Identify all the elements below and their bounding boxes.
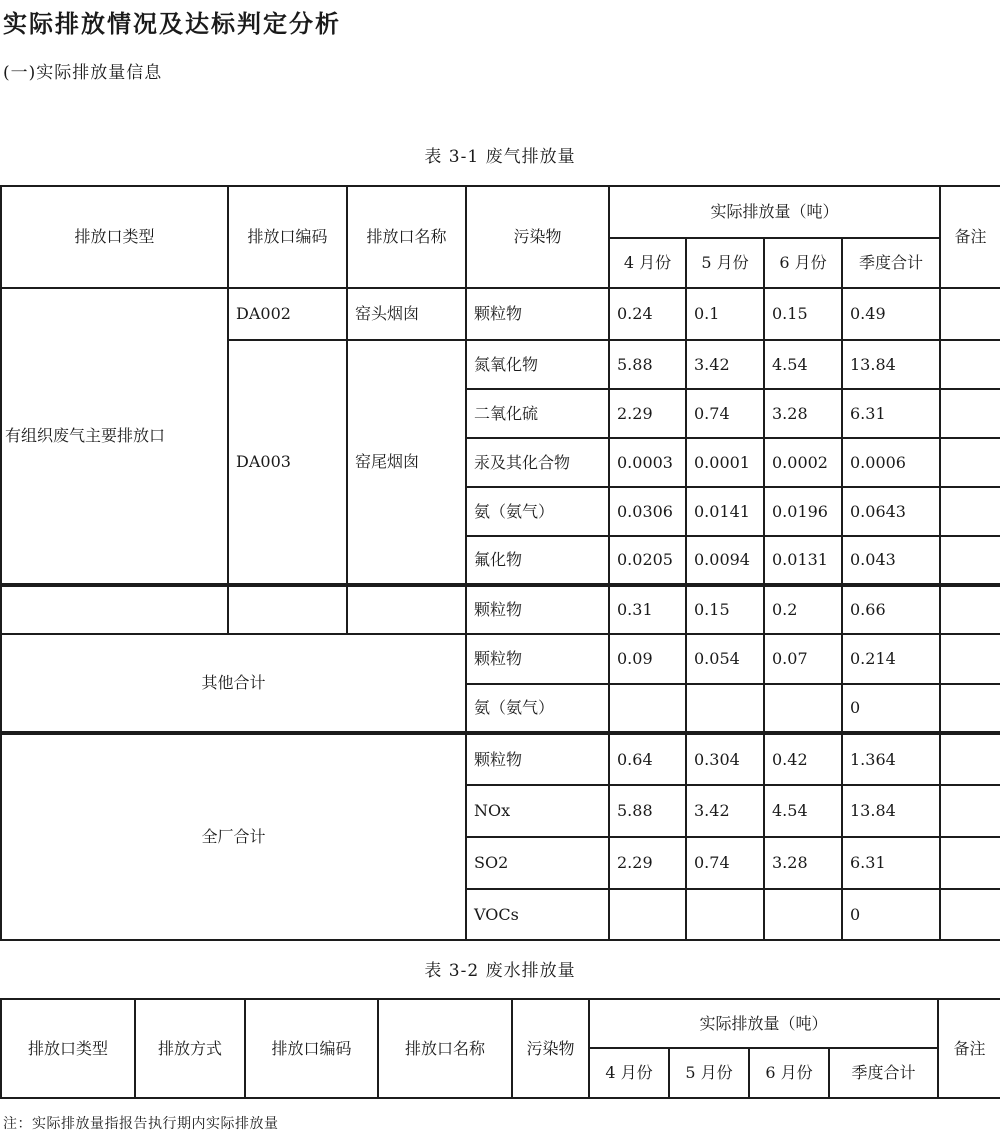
table-cell (940, 438, 1000, 487)
waste-gas-emission-table (0, 185, 1000, 941)
table-cell: 4.54 (764, 340, 842, 389)
table-cell (940, 487, 1000, 536)
col-header-month-apr: 4 月份 (589, 1048, 669, 1098)
table-row (1, 733, 1000, 785)
col-header-outlet-type: 排放口类型 (1, 999, 135, 1098)
table-cell: 0.0006 (842, 438, 940, 487)
table-cell (940, 684, 1000, 733)
table-cell: 13.84 (842, 785, 940, 837)
table-cell (228, 585, 347, 634)
table-cell (940, 340, 1000, 389)
table-cell: 0.0306 (609, 487, 686, 536)
table-cell: NOx (466, 785, 609, 837)
cell-outlet-type-group: 有组织废气主要排放口 (1, 288, 228, 585)
table-cell (940, 536, 1000, 585)
table-row (1, 288, 1000, 340)
table-cell: 颗粒物 (466, 733, 609, 785)
table-cell (940, 785, 1000, 837)
table-cell (940, 733, 1000, 785)
table-cell: DA002 (228, 288, 347, 340)
table-cell: 5.88 (609, 785, 686, 837)
table-cell: 3.28 (764, 837, 842, 889)
waste-water-emission-table (0, 998, 1000, 1099)
table-cell: 13.84 (842, 340, 940, 389)
col-header-outlet-name: 排放口名称 (347, 186, 466, 288)
table-cell: 颗粒物 (466, 288, 609, 340)
table-cell: 0.0141 (686, 487, 764, 536)
table-cell (940, 389, 1000, 438)
table-cell: 3.42 (686, 340, 764, 389)
col-header-outlet-type: 排放口类型 (1, 186, 228, 288)
table-cell: 0.09 (609, 634, 686, 684)
table-cell: 0.0205 (609, 536, 686, 585)
table-row (1, 634, 1000, 684)
col-header-month-apr: 4 月份 (609, 238, 686, 288)
table-cell: 0.07 (764, 634, 842, 684)
table-cell: 0.42 (764, 733, 842, 785)
table-cell: 0.0001 (686, 438, 764, 487)
col-header-remark: 备注 (938, 999, 1000, 1098)
table-cell: 0.66 (842, 585, 940, 634)
table-cell (940, 837, 1000, 889)
table-cell: 0.74 (686, 837, 764, 889)
table-cell: 1.364 (842, 733, 940, 785)
table-cell (764, 889, 842, 940)
table-cell: 3.28 (764, 389, 842, 438)
table-cell: 0 (842, 889, 940, 940)
table-cell: 氮氧化物 (466, 340, 609, 389)
table-cell: VOCs (466, 889, 609, 940)
table-cell: 0.054 (686, 634, 764, 684)
table-cell: 0.0131 (764, 536, 842, 585)
table-cell: 氨（氨气） (466, 684, 609, 733)
table-cell: 窑尾烟囱 (347, 340, 466, 585)
table-cell: 3.42 (686, 785, 764, 837)
table-cell: 0.74 (686, 389, 764, 438)
table-cell (764, 684, 842, 733)
table-row (1, 186, 1000, 238)
table-cell: 0.0003 (609, 438, 686, 487)
table-cell: 5.88 (609, 340, 686, 389)
table-cell (1, 585, 228, 634)
table-cell: 4.54 (764, 785, 842, 837)
col-header-quarter-total: 季度合计 (842, 238, 940, 288)
table-cell: 0.1 (686, 288, 764, 340)
table-cell (940, 585, 1000, 634)
footnote: 注：实际排放量指报告执行期内实际排放量 (3, 1116, 279, 1132)
table-cell: 0.043 (842, 536, 940, 585)
cell-other-total: 其他合计 (1, 634, 466, 733)
col-header-month-may: 5 月份 (669, 1048, 749, 1098)
table-cell: 氨（氨气） (466, 487, 609, 536)
table-cell: 二氧化硫 (466, 389, 609, 438)
table-cell: 0.304 (686, 733, 764, 785)
section-heading: (一)实际排放量信息 (3, 63, 163, 83)
table-cell: 颗粒物 (466, 634, 609, 684)
table-cell (686, 889, 764, 940)
col-header-outlet-name: 排放口名称 (378, 999, 512, 1098)
table-cell (940, 634, 1000, 684)
table-caption-waste-water: 表 3-2 废水排放量 (424, 961, 576, 981)
table-cell (347, 585, 466, 634)
table-cell: 0.0643 (842, 487, 940, 536)
table-cell: 0.214 (842, 634, 940, 684)
table-cell (686, 684, 764, 733)
table-cell: 0.0002 (764, 438, 842, 487)
table-cell (609, 684, 686, 733)
table-cell: 0.49 (842, 288, 940, 340)
col-header-month-jun: 6 月份 (749, 1048, 829, 1098)
table-cell: 2.29 (609, 389, 686, 438)
table-row (1, 585, 1000, 634)
col-header-pollutant: 污染物 (466, 186, 609, 288)
table-cell (940, 288, 1000, 340)
table-cell: 颗粒物 (466, 585, 609, 634)
table-cell: 窑头烟囱 (347, 288, 466, 340)
table-cell: 汞及其化合物 (466, 438, 609, 487)
col-header-actual-emission: 实际排放量（吨） (609, 186, 940, 238)
table-cell: 0.31 (609, 585, 686, 634)
table-cell: 0.24 (609, 288, 686, 340)
col-header-month-may: 5 月份 (686, 238, 764, 288)
table-row (1, 999, 1000, 1048)
table-cell: DA003 (228, 340, 347, 585)
table-cell: 氟化物 (466, 536, 609, 585)
table-cell: 0.0094 (686, 536, 764, 585)
col-header-outlet-code: 排放口编码 (245, 999, 378, 1098)
table-cell: SO2 (466, 837, 609, 889)
cell-plant-total: 全厂合计 (1, 733, 466, 940)
table-cell (609, 889, 686, 940)
col-header-outlet-code: 排放口编码 (228, 186, 347, 288)
page-title: 实际排放情况及达标判定分析 (3, 9, 341, 38)
col-header-remark: 备注 (940, 186, 1000, 288)
table-cell: 0.64 (609, 733, 686, 785)
col-header-actual-emission: 实际排放量（吨） (589, 999, 938, 1048)
table-cell (940, 889, 1000, 940)
col-header-pollutant: 污染物 (512, 999, 589, 1098)
table-cell: 6.31 (842, 837, 940, 889)
table-cell: 0.2 (764, 585, 842, 634)
col-header-discharge-mode: 排放方式 (135, 999, 245, 1098)
table-cell: 2.29 (609, 837, 686, 889)
col-header-quarter-total: 季度合计 (829, 1048, 938, 1098)
table-cell: 6.31 (842, 389, 940, 438)
table-cell: 0.15 (686, 585, 764, 634)
table-caption-waste-gas: 表 3-1 废气排放量 (424, 147, 576, 167)
table-cell: 0 (842, 684, 940, 733)
table-cell: 0.0196 (764, 487, 842, 536)
table-cell: 0.15 (764, 288, 842, 340)
col-header-month-jun: 6 月份 (764, 238, 842, 288)
